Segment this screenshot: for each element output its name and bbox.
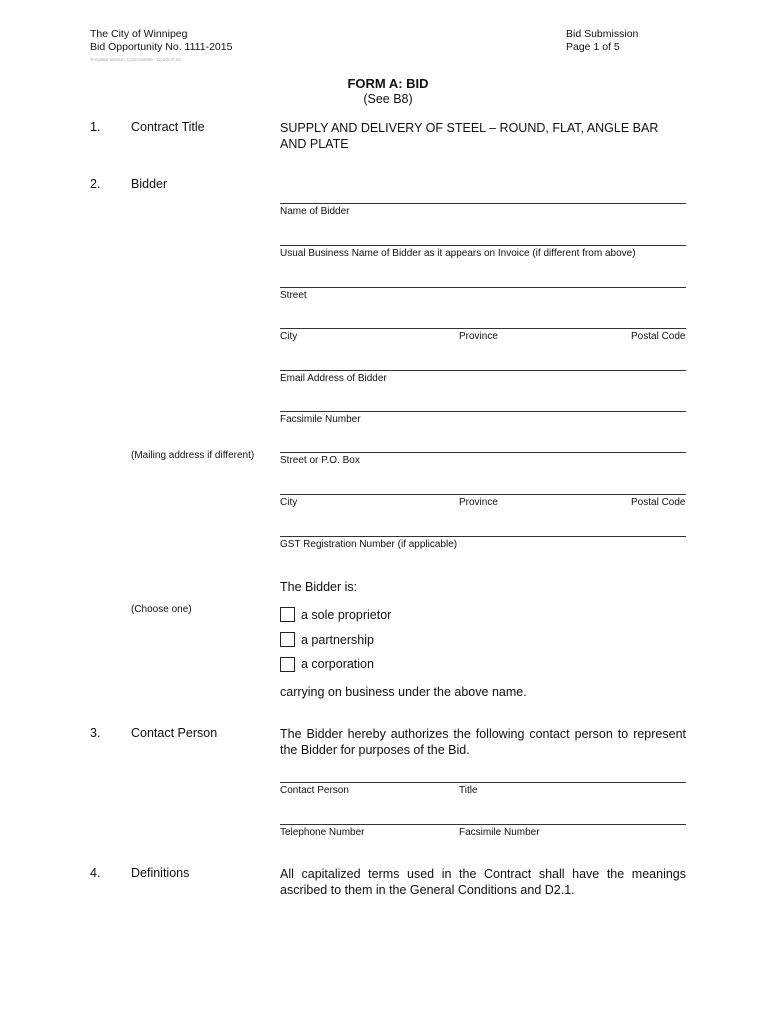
usual-business-name-field[interactable] (280, 245, 686, 246)
template-version: Template Version: C220150806 - Goods B SC (90, 57, 182, 62)
mailing-address-label: (Mailing address if different) (131, 450, 255, 461)
contract-title-line2: AND PLATE (280, 137, 349, 151)
postal-code-caption: Postal Code (631, 331, 686, 342)
postal-code2-caption: Postal Code (631, 497, 686, 508)
bidder-is-label: The Bidder is: (280, 580, 358, 594)
city2-caption: City (280, 497, 298, 508)
street-po-caption: Street or P.O. Box (280, 455, 360, 466)
header-page-number: Page 1 of 5 (566, 41, 620, 53)
gst-field[interactable] (280, 536, 686, 537)
city-caption: City (280, 331, 298, 342)
title-caption: Title (459, 785, 478, 796)
fax-field[interactable] (280, 411, 686, 412)
sole-proprietor-label: a sole proprietor (301, 608, 392, 622)
section-3-label: Contact Person (131, 726, 218, 740)
header-bid-opportunity: Bid Opportunity No. 1111-2015 (90, 41, 233, 53)
section-1-number: 1. (90, 120, 101, 134)
name-of-bidder-caption: Name of Bidder (280, 206, 350, 217)
contact-person-text: The Bidder hereby authorizes the following contact person to represent the Bidder for purposes of the Bid. (280, 727, 686, 757)
contact-person-caption: Contact Person (280, 785, 349, 796)
gst-caption: GST Registration Number (if applicable) (280, 539, 458, 550)
section-1-label: Contract Title (131, 120, 205, 134)
mailing-city-province-postal-field[interactable] (280, 494, 686, 495)
header-city: The City of Winnipeg (90, 28, 188, 40)
province2-caption: Province (459, 497, 498, 508)
section-4-label: Definitions (131, 866, 190, 880)
name-of-bidder-field[interactable] (280, 203, 686, 204)
fax-caption: Facsimile Number (280, 414, 361, 425)
contact-fax-caption: Facsimile Number (459, 827, 540, 838)
carrying-on-text: carrying on business under the above name. (280, 685, 527, 699)
sole-proprietor-checkbox[interactable] (280, 607, 295, 622)
form-subtitle: (See B8) (363, 92, 413, 106)
street-caption: Street (280, 290, 307, 301)
definitions-text: All capitalized terms used in the Contract shall have the meanings ascribed to them in the General Conditions and D2.1. (280, 867, 686, 897)
usual-business-name-caption: Usual Business Name of Bidder as it appears on Invoice (if different from above) (280, 248, 636, 259)
corporation-checkbox[interactable] (280, 657, 295, 672)
email-caption: Email Address of Bidder (280, 373, 387, 384)
street-field[interactable] (280, 287, 686, 288)
province-caption: Province (459, 331, 498, 342)
contact-person-title-field[interactable] (280, 782, 686, 783)
header-bid-submission: Bid Submission (566, 28, 639, 40)
section-3-number: 3. (90, 726, 101, 740)
corporation-label: a corporation (301, 657, 374, 671)
partnership-label: a partnership (301, 633, 374, 647)
email-field[interactable] (280, 370, 686, 371)
contract-title-line1: SUPPLY AND DELIVERY OF STEEL – ROUND, FLAT, ANGLE BAR (280, 121, 659, 135)
telephone-caption: Telephone Number (280, 827, 365, 838)
section-2-number: 2. (90, 177, 101, 191)
section-2-label: Bidder (131, 177, 168, 191)
telephone-fax-field[interactable] (280, 824, 686, 825)
choose-one-label: (Choose one) (131, 604, 192, 615)
form-title: FORM A: BID (347, 76, 429, 91)
partnership-checkbox[interactable] (280, 632, 295, 647)
city-province-postal-field[interactable] (280, 328, 686, 329)
street-po-field[interactable] (280, 452, 686, 453)
section-4-number: 4. (90, 866, 101, 880)
